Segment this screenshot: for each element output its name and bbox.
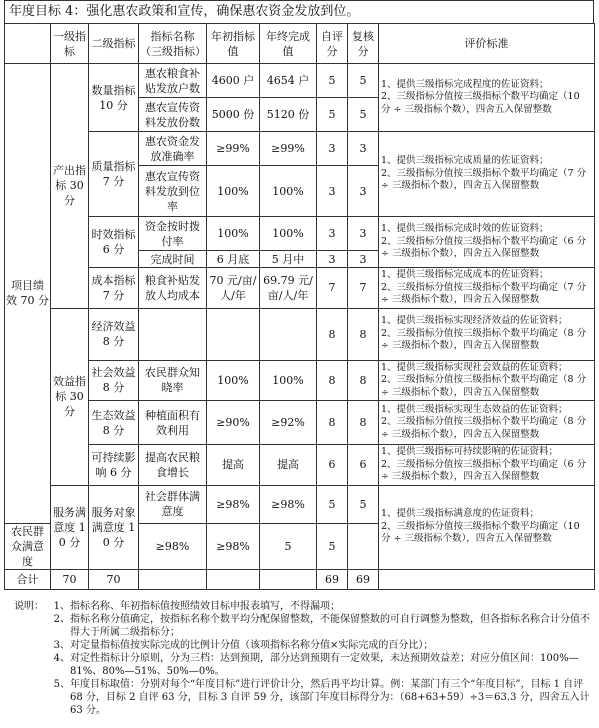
table-row: 完成时间 6 月底 5 月中 3 3 [5,251,595,268]
performance-table [4,23,595,590]
cost-l2: 成本指标 7 分 [89,268,139,309]
notes-label: 说明： [14,601,44,612]
table-row: 社会效益 8 分 农民群众知晓率 100% 100% 8 8 1、提供三级指标实现社会效益的佐证资料； 2、三级指标分值按三级指标个数平均确定（8 分 ÷ 三级指标个数），四舍五入保留整数 [5,360,595,401]
header-row [5,24,595,64]
note-item: 3、 对定量指标值按实际完成的比例计分值（该项指标名称分值×实际完成的百分比）； [53,640,434,651]
table-row: 质量指标 7 分 惠农资金发放准确率 ≥99% ≥99% 3 3 1、提供三级指标完成质量的佐证资料； 2、三级指标分值按三级指标个数平均确定（7 分 ÷ 三级指标个数），四舍五入保留整数 [5,132,595,166]
header-initial: 年初指标值 [207,24,260,64]
table-row: 农民群众满意度 ≥98% ≥98% 5 5 [5,523,595,569]
service-criteria: 1、提供三级指标满意度的佐证资料； 2、三级指标分值按三级指标个数平均确定（10 分 ÷ 三级指标个数），四舍五入保留整数 [379,485,595,569]
note-item: 5、 年度目标取值：分别对每个“年度目标”进行评价计分，然后再平均计算。例：某部门有三个“年度目标”，目标 1 自评 68 分，目标 2 自评 63 分，目标 3 自评 59 分，该部门年度目标得分为：（68+63+59）÷3＝63.3 分，四舍五入计 63 分。 [53,679,590,716]
header-level1: 一级指标 [51,24,89,64]
table-row: 惠农宣传资料发放份数 5000 份 5120 份 5 5 [5,98,595,132]
timeliness-criteria: 1、提供三级指标完成时效的佐证资料； 2、三级指标分值按三级指标个数平均确定（6 分 ÷ 三级指标个数），四舍五入保留整数 [379,217,595,268]
sustainable-criteria: 1、提供三级指标可持续影响的佐证资料； 2、三级指标分值按三级指标个数平均确定（6 分 ÷ 三级指标个数），四舍五入保留整数 [379,445,595,486]
sustainable-l2: 可持续影响 6 分 [89,445,139,486]
total-self: 69 [317,569,348,589]
table-row: 项目绩效 70 分 产出指标 30 分 数量指标 10 分 惠农粮食补贴发放户数 4600 户 4654 户 5 5 1、提供三级指标完成程度的佐证资料； 2、三级指标分值按三级指标个数平均确定（10 分 ÷ 三级指标个数），四舍五入保留整数 [5,64,595,98]
quantity-l2: 数量指标 10 分 [89,64,139,132]
header-level3: 指标名称（三级指标） [139,24,207,64]
header-level2: 二级指标 [89,24,139,64]
header-empty [5,24,51,64]
page-title: 年度目标 4：强化惠农政策和宣传，确保惠农资金发放到位。 [4,0,594,24]
header-actual: 年终完成值 [260,24,317,64]
service-l2: 服务对象满意度 10 分 [89,485,139,569]
timeliness-l2: 时效指标 6 分 [89,217,139,268]
total-row [5,569,595,589]
note-item: 说明： 1、 指标名称、年初指标值按照绩效目标申报表填写，不得漏项； [14,601,340,612]
total-l1: 70 [51,569,89,589]
quality-l2: 质量指标 7 分 [89,132,139,217]
ecological-l2: 生态效益 8 分 [89,401,139,445]
header-criteria: 评价标准 [379,24,595,64]
header-self-score: 自评分 [317,24,348,64]
note-item: 4、 对定性指标计分原则，分为三档：达到预期，部分达到预期有一定效果，未达预期效益差；对应分值区间：100%—81%、80%—51%、50%—0%。 [53,653,579,677]
social-l2: 社会效益 8 分 [89,360,139,401]
service-label: 服务满意度 10 分 [51,485,89,569]
total-l2: 70 [89,569,139,589]
ecological-criteria: 1、提供三级指标实现生态效益的佐证资料； 2、三级指标分值按三级指标个数平均确定（8 分 ÷ 三级指标个数），四舍五入保留整数 [379,401,595,445]
total-review: 69 [348,569,379,589]
table-row: 成本指标 7 分 粮食补贴发放人均成本 70 元/亩/人/年 69.79 元/亩/人/年 7 7 1、提供三级指标完成成本的佐证资料； 2、三级指标分值按三级指标个数平均确定（7 分 ÷ 三级指标个数），四舍五入保留整数 [5,268,595,309]
total-label: 合计 [5,569,51,589]
note-item: 2、 指标名称分值确定，按指标名称个数平均分配保留整数，不能保留整数的可自行调整为整数，但各指标名称合计分值不得大于所属二级指标分； [53,614,590,638]
table-row: 效益指标 30 分 经济效益 8 分 8 8 1、提供三级指标实现经济效益的佐证资料； 2、三级指标分值按三级指标个数平均确定（8 分 ÷ 三级指标个数），四舍五入保留整数 [5,308,595,360]
table-row: 时效指标 6 分 资金按时拨付率 100% 100% 3 3 1、提供三级指标完成时效的佐证资料； 2、三级指标分值按三级指标个数平均确定（6 分 ÷ 三级指标个数），四舍五入保留整数 [5,217,595,251]
table-row: 生态效益 8 分 种植面积有效利用 ≥90% ≥92% 8 8 1、提供三级指标实现生态效益的佐证资料； 2、三级指标分值按三级指标个数平均确定（8 分 ÷ 三级指标个数），四舍五入保留整数 [5,401,595,445]
table-row: 惠农宣传资料发放到位率 100% 100% 3 3 [5,166,595,217]
project-label: 项目绩效 70 分 [5,64,51,524]
economic-criteria: 1、提供三级指标实现经济效益的佐证资料； 2、三级指标分值按三级指标个数平均确定（8 分 ÷ 三级指标个数），四舍五入保留整数 [379,308,595,360]
table-row: 服务满意度 10 分 服务对象满意度 10 分 社会群体满意度 ≥98% ≥98% 5 5 1、提供三级指标满意度的佐证资料； 2、三级指标分值按三级指标个数平均确定（10 分 ÷ 三级指标个数），四舍五入保留整数 [5,485,595,523]
social-criteria: 1、提供三级指标实现社会效益的佐证资料； 2、三级指标分值按三级指标个数平均确定（8 分 ÷ 三级指标个数），四舍五入保留整数 [379,360,595,401]
benefit-label: 效益指标 30 分 [51,308,89,485]
quantity-criteria: 1、提供三级指标完成程度的佐证资料； 2、三级指标分值按三级指标个数平均确定（10 分 ÷ 三级指标个数），四舍五入保留整数 [379,64,595,132]
economic-l2: 经济效益 8 分 [89,308,139,360]
cost-criteria: 1、提供三级指标完成成本的佐证资料； 2、三级指标分值按三级指标个数平均确定（7 分 ÷ 三级指标个数），四舍五入保留整数 [379,268,595,309]
table-row: 可持续影响 6 分 提高农民粮食增长 提高 提高 6 6 1、提供三级指标可持续影响的佐证资料； 2、三级指标分值按三级指标个数平均确定（6 分 ÷ 三级指标个数），四舍五入保留整数 [5,445,595,486]
notes [14,600,596,717]
quality-criteria: 1、提供三级指标完成质量的佐证资料； 2、三级指标分值按三级指标个数平均确定（7 分 ÷ 三级指标个数），四舍五入保留整数 [379,132,595,217]
output-label: 产出指标 30 分 [51,64,89,309]
header-review-score: 复核分 [348,24,379,64]
